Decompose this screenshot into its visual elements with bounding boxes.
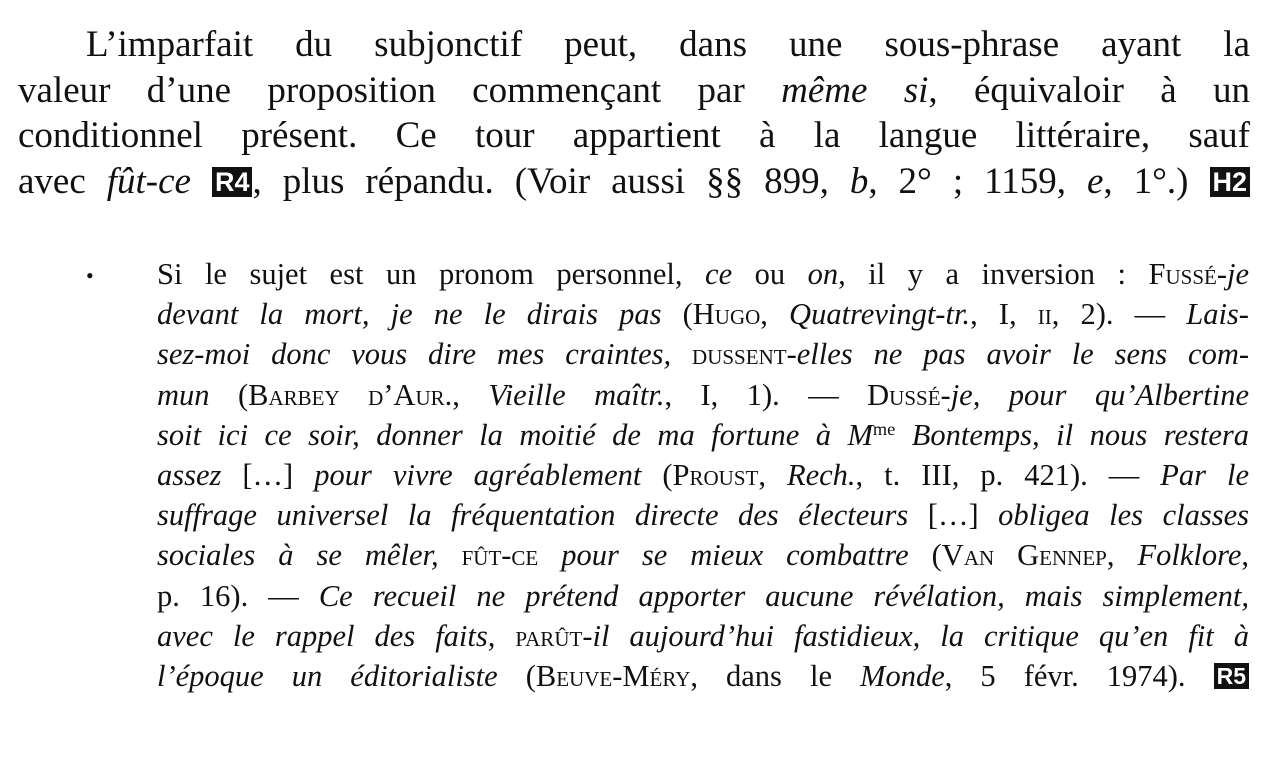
- remark-line-10: avec le rappel des faits, parût-il aujourd’hui fastidieux, la critique qu’en fit à: [157, 618, 1250, 653]
- reference-badge-r4: R4: [212, 167, 253, 197]
- remark-line-4: mun (Barbey d’Aur., Vieille maîtr., I, 1). — Dussé-je, pour qu’Albertine: [157, 377, 1249, 412]
- paragraph-line-1: L’imparfait du subjonctif peut, dans une sous-phrase ayant la: [86, 24, 1250, 65]
- remark-line-9: p. 16). — Ce recueil ne prétend apporter aucune révélation, mais simplement,: [157, 578, 1249, 613]
- remark-line-6: assez […] pour vivre agréablement (Proust, Rech., t. III, p. 421). — Par le: [157, 458, 1249, 493]
- reference-badge-h2: H2: [1210, 167, 1251, 197]
- paragraph-line-4: avec fût-ce R4, plus répandu. (Voir aussi §§ 899, b, 2° ; 1159, e, 1°.) H2: [18, 159, 1250, 205]
- paragraph-line-3: conditionnel présent. Ce tour appartient à la langue littéraire, sauf: [18, 115, 1250, 156]
- remark-line-1: Si le sujet est un pronom personnel, ce ou on, il y a inversion : Fussé-je: [157, 257, 1250, 291]
- remark-line-11: l’époque un éditorialiste (Beuve-Méry, dans le Monde, 5 févr. 1974). R5: [157, 656, 1249, 696]
- paragraph-line-2: valeur d’une proposition commençant par même si, équivaloir à un: [18, 69, 1250, 111]
- bullet-icon: •: [86, 263, 94, 288]
- remark-line-2: devant la mort, je ne le dirais pas (Hugo, Quatrevingt-tr., I, ii, 2). — Lais-: [157, 297, 1249, 332]
- remark-line-5: soit ici ce soir, donner la moitié de ma fortune à $M^{me}$ Bontemps, il nous restera: [157, 417, 1249, 452]
- remark-line-7: suffrage universel la fréquentation directe des électeurs […] obligea les classes: [157, 498, 1249, 533]
- remark-line-8: sociales à se mêler, fût-ce pour se mieux combattre (Van Gennep, Folklore,: [157, 538, 1249, 573]
- reference-badge-r5: R5: [1214, 663, 1249, 689]
- italic-term: même si: [781, 69, 929, 111]
- italic-term: fût-ce: [106, 160, 191, 202]
- remark-paragraph: [157, 254, 1249, 696]
- main-paragraph: [18, 22, 1250, 204]
- remark-line-3: sez-moi donc vous dire mes craintes, dussent-elles ne pas avoir le sens com-: [157, 337, 1249, 372]
